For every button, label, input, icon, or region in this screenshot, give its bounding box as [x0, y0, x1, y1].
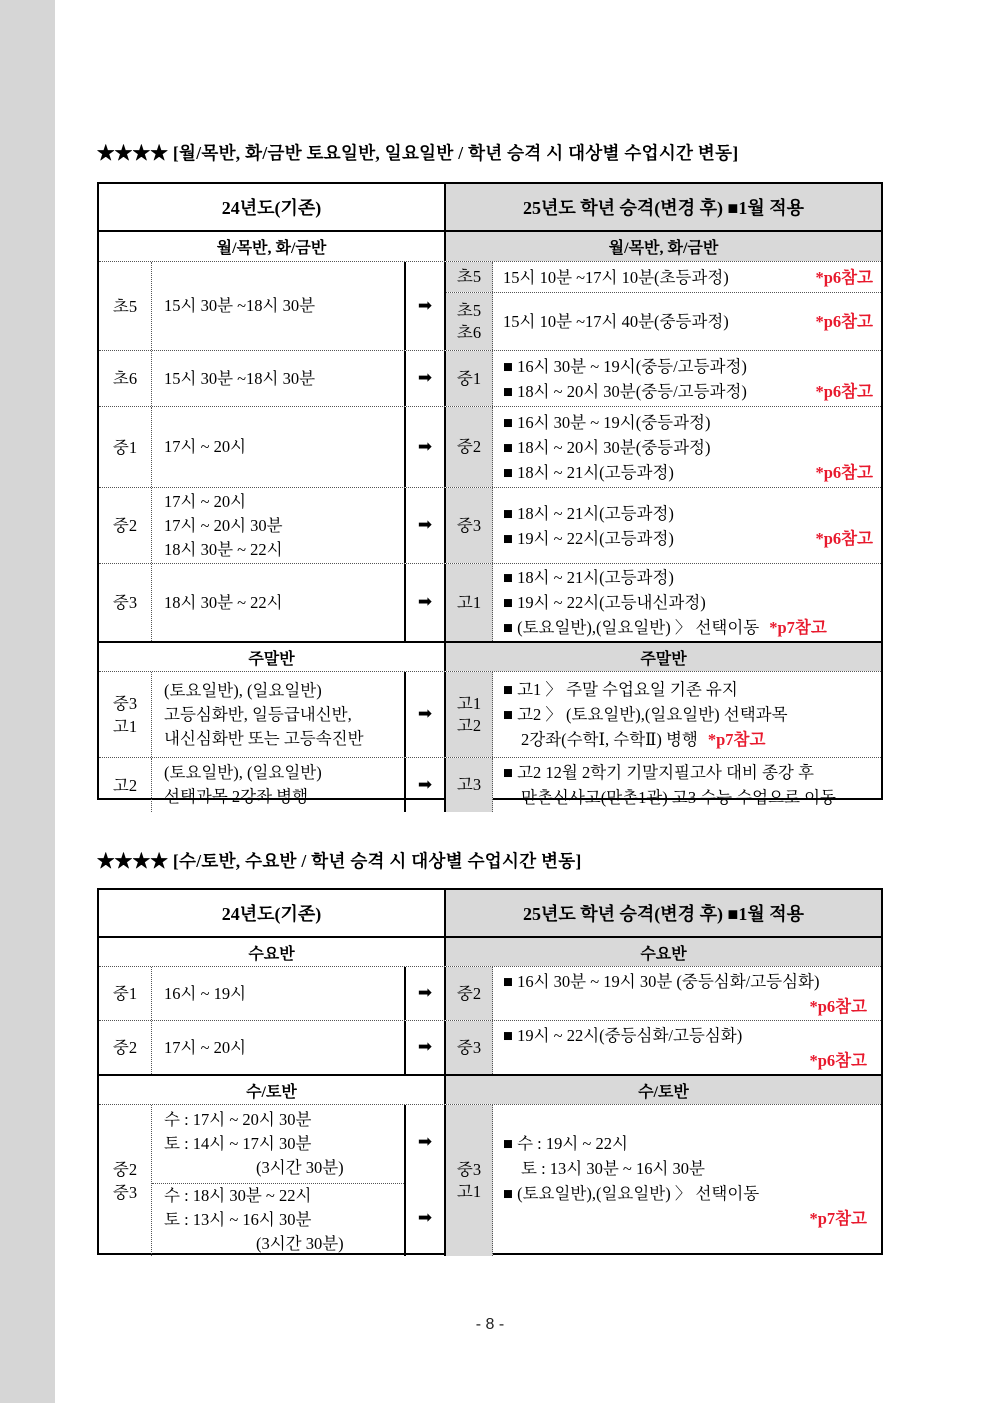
new-time-cell [493, 672, 881, 757]
schedule-line: 만촌신사고(만촌1관) 고3 수능 수업으로 이동 [521, 788, 836, 807]
time-line: 고등심화반, 일등급내신반, [164, 704, 352, 724]
new-grade-cell: 중3 [446, 488, 493, 563]
table2-row-jung2-jung3 [99, 1104, 881, 1256]
new-time-cell [493, 488, 881, 563]
new-time-cell [493, 967, 881, 1020]
new-grade-line: 초5 [456, 300, 482, 320]
page-ref-note: *p6참고 [815, 312, 873, 331]
new-time-cell [493, 351, 881, 406]
new-time-cell [493, 1021, 881, 1074]
grade-cell: 초5 [99, 262, 152, 350]
new-grade-line: 고1 [456, 1181, 482, 1201]
time-cell [152, 351, 404, 406]
table1-row-cho5 [99, 261, 881, 350]
grade-cell: 중2 [99, 1021, 152, 1074]
new-grade-cell: 초5 [446, 262, 493, 292]
schedule-line: ■ 19시 ~ 22시(중등심화/고등심화) [503, 1025, 743, 1045]
time-cell [152, 967, 404, 1020]
table1-subheader-weekday-left: 월/목반, 화/금반 [99, 232, 446, 261]
time-line: 17시 ~ 20시 30분 [164, 515, 283, 535]
table2-row-jung1 [99, 966, 881, 1020]
schedule-line: ■ 16시 30분 ~ 19시(중등과정) [503, 412, 711, 432]
table1-title: ★★★★ [월/목반, 화/금반 토요일반, 일요일반 / 학년 승격 시 대상별 수업시간 변동] [97, 143, 739, 163]
new-schedule-split [446, 262, 881, 350]
time-line: 16시 ~ 19시 [164, 983, 247, 1003]
table1-row-jung3-go1 [99, 671, 881, 757]
page-ref-note: *p7참고 [769, 618, 827, 637]
table2-subheader-wednesday-right: 수요반 [446, 938, 881, 966]
time-line: 수 : 17시 ~ 20시 30분 [164, 1110, 312, 1129]
table2-subheader-wedsat [99, 1074, 881, 1104]
new-time-cell [493, 293, 881, 350]
time-line: 18시 30분 ~ 22시 [164, 592, 283, 612]
time-line: 내신심화반 또는 고등속진반 [164, 728, 364, 748]
arrow-cell [404, 351, 446, 406]
schedule-text: ■ 19시 ~ 22시(고등과정) [503, 528, 674, 548]
schedule-text: 15시 10분 ~17시 10분(초등과정) [503, 267, 729, 287]
schedule-line: ■ 고2 12월 2학기 기말지필고사 대비 종강 후 [503, 763, 814, 782]
table2-subheader-wednesday [99, 938, 881, 966]
schedule-line: ■ 16시 30분 ~ 19시 30분 (중등심화/고등심화) [503, 971, 820, 991]
schedule-line: ■ 19시 ~ 22시(고등내신과정) [503, 593, 706, 612]
time-line: 17시 ~ 20시 [164, 437, 247, 456]
right-arrow-icon: ➡ [417, 592, 433, 612]
time-subcell [152, 1105, 404, 1184]
schedule-line [503, 460, 873, 485]
schedule-line [503, 379, 873, 404]
new-grade-cell: 중2 [446, 407, 493, 487]
grade-cell: 초6 [99, 351, 152, 406]
grade-cell: 중1 [99, 967, 152, 1020]
new-schedule-subrow [446, 262, 881, 293]
page-ref-note: *p6참고 [815, 381, 873, 401]
table2-subheader-wedsat-right: 수/토반 [446, 1076, 881, 1104]
new-grade-line: 고2 [456, 715, 482, 735]
time-line: 18시 30분 ~ 22시 [164, 539, 283, 559]
grade-cell [99, 672, 152, 757]
grade-cell: 중2 [99, 488, 152, 563]
schedule-line: ■ 16시 30분 ~ 19시(중등/고등과정) [503, 356, 747, 376]
table2-subheader-wedsat-left: 수/토반 [99, 1076, 446, 1104]
new-grade-line: 고1 [456, 693, 482, 713]
time-cell [152, 407, 404, 487]
schedule-line: ■ 수 : 19시 ~ 22시 [503, 1133, 628, 1153]
table1-header-right: 25년도 학년 승격(변경 후) ■1월 적용 [446, 184, 881, 230]
table2-header-left: 24년도(기존) [99, 890, 446, 936]
grade-cell: 중1 [99, 407, 152, 487]
new-grade-line: 중3 [456, 1159, 482, 1179]
right-arrow-icon: ➡ [417, 436, 433, 457]
time-line: 15시 30분 ~18시 30분 [164, 296, 316, 315]
schedule-text: ■ (토요일반),(일요일반) 〉 선택이동 [503, 618, 760, 637]
right-arrow-icon: ➡ [417, 1132, 433, 1153]
table1-subheader-weekday-right: 월/목반, 화/금반 [446, 232, 881, 261]
schedule-line: ■ 고1 〉 주말 수업요일 기존 유지 [503, 680, 738, 699]
time-line: (토요일반), (일요일반) [164, 763, 322, 782]
page-ref-note: *p7참고 [707, 730, 766, 749]
table1-row-cho6 [99, 350, 881, 406]
new-grade-cell: 중2 [446, 967, 493, 1020]
right-arrow-icon: ➡ [417, 515, 433, 535]
page-ref-note: *p7참고 [809, 1208, 867, 1228]
time-line: (3시간 30분) [256, 1234, 344, 1253]
schedule-line [503, 265, 873, 290]
time-line: 15시 30분 ~18시 30분 [164, 368, 316, 388]
time-line: 17시 ~ 20시 [164, 1037, 247, 1057]
time-cell [152, 1021, 404, 1074]
new-time-cell [493, 262, 881, 292]
arrow-cell [404, 1105, 446, 1256]
schedule-text: 15시 10분 ~17시 40분(중등과정) [503, 312, 729, 331]
schedule-line: 토 : 13시 30분 ~ 16시 30분 [521, 1158, 705, 1178]
table1-row-jung3 [99, 563, 881, 641]
schedule-line: ■ 18시 ~ 21시(고등과정) [503, 568, 674, 587]
table1-header-left: 24년도(기존) [99, 184, 446, 230]
grade-cell: 고2 [99, 758, 152, 812]
schedule-line: ■ 고2 〉 (토요일반),(일요일반) 선택과목 [503, 705, 788, 724]
grade-cell [99, 1105, 152, 1256]
time-line: 17시 ~ 20시 [164, 491, 247, 511]
new-grade-cell: 중1 [446, 351, 493, 406]
schedule-line [503, 526, 873, 551]
table2-header-row [99, 890, 881, 938]
table2-subheader-wednesday-left: 수요반 [99, 938, 446, 966]
schedule-text: ■ 18시 ~ 20시 30분(중등/고등과정) [503, 381, 747, 401]
right-arrow-icon: ➡ [417, 368, 433, 388]
grade-line: 중3 [112, 693, 138, 713]
time-line: 토 : 14시 ~ 17시 30분 [164, 1134, 312, 1153]
arrow-cell [404, 967, 446, 1020]
time-cell [152, 672, 404, 757]
table1-row-jung1 [99, 406, 881, 487]
time-subcell [152, 1184, 404, 1256]
schedule-line: ■ (토요일반),(일요일반) 〉 선택이동 [503, 1183, 760, 1203]
new-time-cell [493, 1105, 881, 1256]
right-arrow-icon: ➡ [417, 295, 433, 316]
table1-subheader-weekend-right: 주말반 [446, 643, 881, 671]
new-time-cell [493, 564, 881, 641]
grade-line: 고1 [112, 716, 138, 736]
table2-header-right: 25년도 학년 승격(변경 후) ■1월 적용 [446, 890, 881, 936]
arrow-cell [404, 758, 446, 812]
table2-schedule-change-wedsat [97, 888, 883, 1255]
page-number: - 8 - [475, 1316, 505, 1333]
arrow-cell [404, 407, 446, 487]
new-grade-cell [446, 293, 493, 350]
table2-title: ★★★★ [수/토반, 수요반 / 학년 승격 시 대상별 수업시간 변동] [97, 851, 582, 871]
right-arrow-icon: ➡ [417, 774, 433, 795]
time-cell [152, 488, 404, 563]
time-cell [152, 262, 404, 350]
right-arrow-icon: ➡ [417, 983, 433, 1003]
schedule-line: ■ 18시 ~ 21시(고등과정) [503, 503, 674, 523]
table1-subheader-weekend-left: 주말반 [99, 643, 446, 671]
page-ref-note: *p6참고 [815, 528, 873, 548]
grade-line: 중3 [112, 1182, 138, 1202]
arrow-cell [404, 488, 446, 563]
grade-cell: 중3 [99, 564, 152, 641]
right-arrow-icon: ➡ [417, 1207, 433, 1228]
schedule-line: ■ 18시 ~ 20시 30분(중등과정) [503, 437, 711, 457]
new-grade-cell [446, 1105, 493, 1256]
table2-row-jung2 [99, 1020, 881, 1074]
time-line: 토 : 13시 ~ 16시 30분 [164, 1210, 312, 1229]
table1-subheader-weekday [99, 232, 881, 261]
right-arrow-icon: ➡ [417, 1037, 433, 1057]
new-grade-cell: 중3 [446, 1021, 493, 1074]
page-ref-note: *p6참고 [809, 1050, 867, 1070]
table1-header-row [99, 184, 881, 232]
arrow-cell [404, 672, 446, 757]
time-line: (토요일반), (일요일반) [164, 680, 322, 700]
new-grade-line: 초6 [456, 322, 482, 342]
time-split [152, 1105, 404, 1256]
time-line: 수 : 18시 30분 ~ 22시 [164, 1186, 312, 1205]
schedule-text: 2강좌(수학Ⅰ, 수학Ⅱ) 병행 [521, 730, 698, 749]
page-ref-note: *p6참고 [815, 462, 873, 482]
schedule-line [503, 309, 873, 334]
new-grade-cell [446, 672, 493, 757]
new-grade-cell: 고3 [446, 758, 493, 812]
new-grade-cell: 고1 [446, 564, 493, 641]
grade-line: 중2 [112, 1159, 138, 1179]
table1-subheader-weekend [99, 641, 881, 671]
schedule-line [503, 615, 873, 640]
schedule-line [503, 727, 873, 752]
new-time-cell [493, 758, 881, 812]
page-ref-note: *p6참고 [809, 996, 867, 1016]
table1-schedule-change-weekday [97, 182, 883, 807]
schedule-text: ■ 18시 ~ 21시(고등과정) [503, 462, 674, 482]
scan-margin-band [0, 0, 55, 1403]
page-ref-note: *p6참고 [815, 267, 873, 287]
right-arrow-icon: ➡ [417, 704, 433, 724]
time-cell [152, 758, 404, 812]
time-line: 선택과목 2강좌 병행 [164, 787, 309, 806]
time-cell [152, 564, 404, 641]
arrow-cell [404, 564, 446, 641]
arrow-cell [404, 1021, 446, 1074]
time-line: (3시간 30분) [256, 1158, 344, 1177]
table1-row-jung2 [99, 487, 881, 563]
new-time-cell [493, 407, 881, 487]
table1-row-go2 [99, 757, 881, 812]
arrow-cell [404, 262, 446, 350]
new-schedule-subrow [446, 293, 881, 350]
